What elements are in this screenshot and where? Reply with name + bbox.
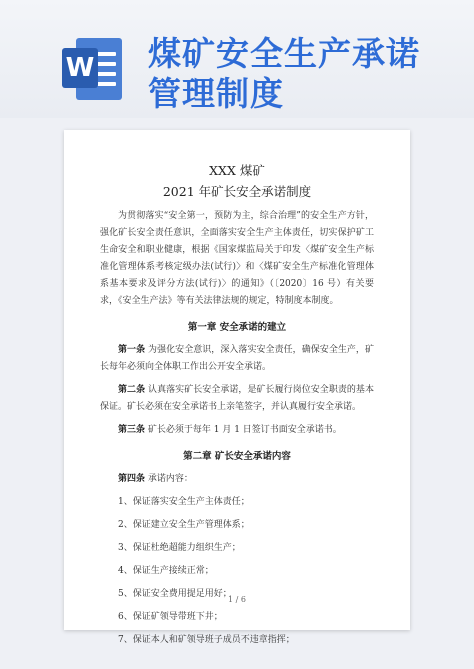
word-document-icon [62,38,122,100]
page-number: 1 / 6 [228,595,246,604]
list-item: 6、保证矿领导带班下井； [118,612,223,622]
document-org: XXX 煤矿 [209,163,265,178]
article-text: 承诺内容： [147,474,193,484]
document-heading: 2021 年矿长安全承诺制度 [162,184,312,199]
word-badge: W [62,48,98,88]
list-item: 1、保证落实安全生产主体责任； [118,497,250,507]
text-line [96,62,116,66]
banner [0,0,474,118]
article-paragraph [100,422,374,439]
text-line [96,82,116,86]
text-line [96,72,116,76]
article-text: 为强化安全意识，深入落实安全责任，确保安全生产，矿长每年必须向全体职工作出公开安全承诺。 [100,345,374,372]
document-body [64,208,410,649]
article-label: 第三条 [118,425,146,435]
chapter-heading: 第二章 矿长安全承诺内容 [183,451,291,462]
document-header [64,160,410,202]
banner-title-line2: 管理制度 [148,74,284,113]
list-item: 5、保证安全费用提足用好； [118,589,232,599]
article-paragraph [100,342,374,376]
banner-title-line1: 煤矿安全生产承诺 [148,34,420,73]
article-text: 认真落实矿长安全承诺，是矿长履行岗位安全职责的基本保证。矿长必须在安全承诺书上亲笔签字，并认真履行安全承诺。 [100,385,374,412]
list-item: 7、保证本人和矿领导班子成员不违章指挥； [118,635,295,645]
banner-title [148,34,458,114]
document-page [64,130,410,645]
list-item: 3、保证杜绝超能力组织生产； [118,543,241,553]
article-label: 第一条 [118,345,146,355]
article-paragraph [100,382,374,416]
article-label: 第二条 [118,385,146,395]
article-label: 第四条 [118,474,146,484]
intro-paragraph: 为贯彻落实“安全第一，预防为主，综合治理”的安全生产方针，强化矿长安全责任意识，全面落实安全生产主体责任，切实保护矿工生命安全和职业健康，根据《国家煤监局关于印发〈煤矿安全生产标准化管理体系考核定级办法(试行)〉和〈煤矿安全生产标准化管理体系基本要求及评分方法(试行)〉的通知》（〔2020〕16 号）有关要求，《安全生产法》等有关法律法规的规定，特制度本制度。 [100,211,374,306]
article-text: 矿长必须于每年 1 月 1 日签订书面安全承诺书。 [147,425,342,435]
text-line [96,52,116,56]
article-paragraph [100,471,374,488]
list-item: 2、保证建立安全生产管理体系； [118,520,250,530]
chapter-heading: 第一章 安全承诺的建立 [187,322,287,333]
list-item: 4、保证生产接续正常； [118,566,214,576]
